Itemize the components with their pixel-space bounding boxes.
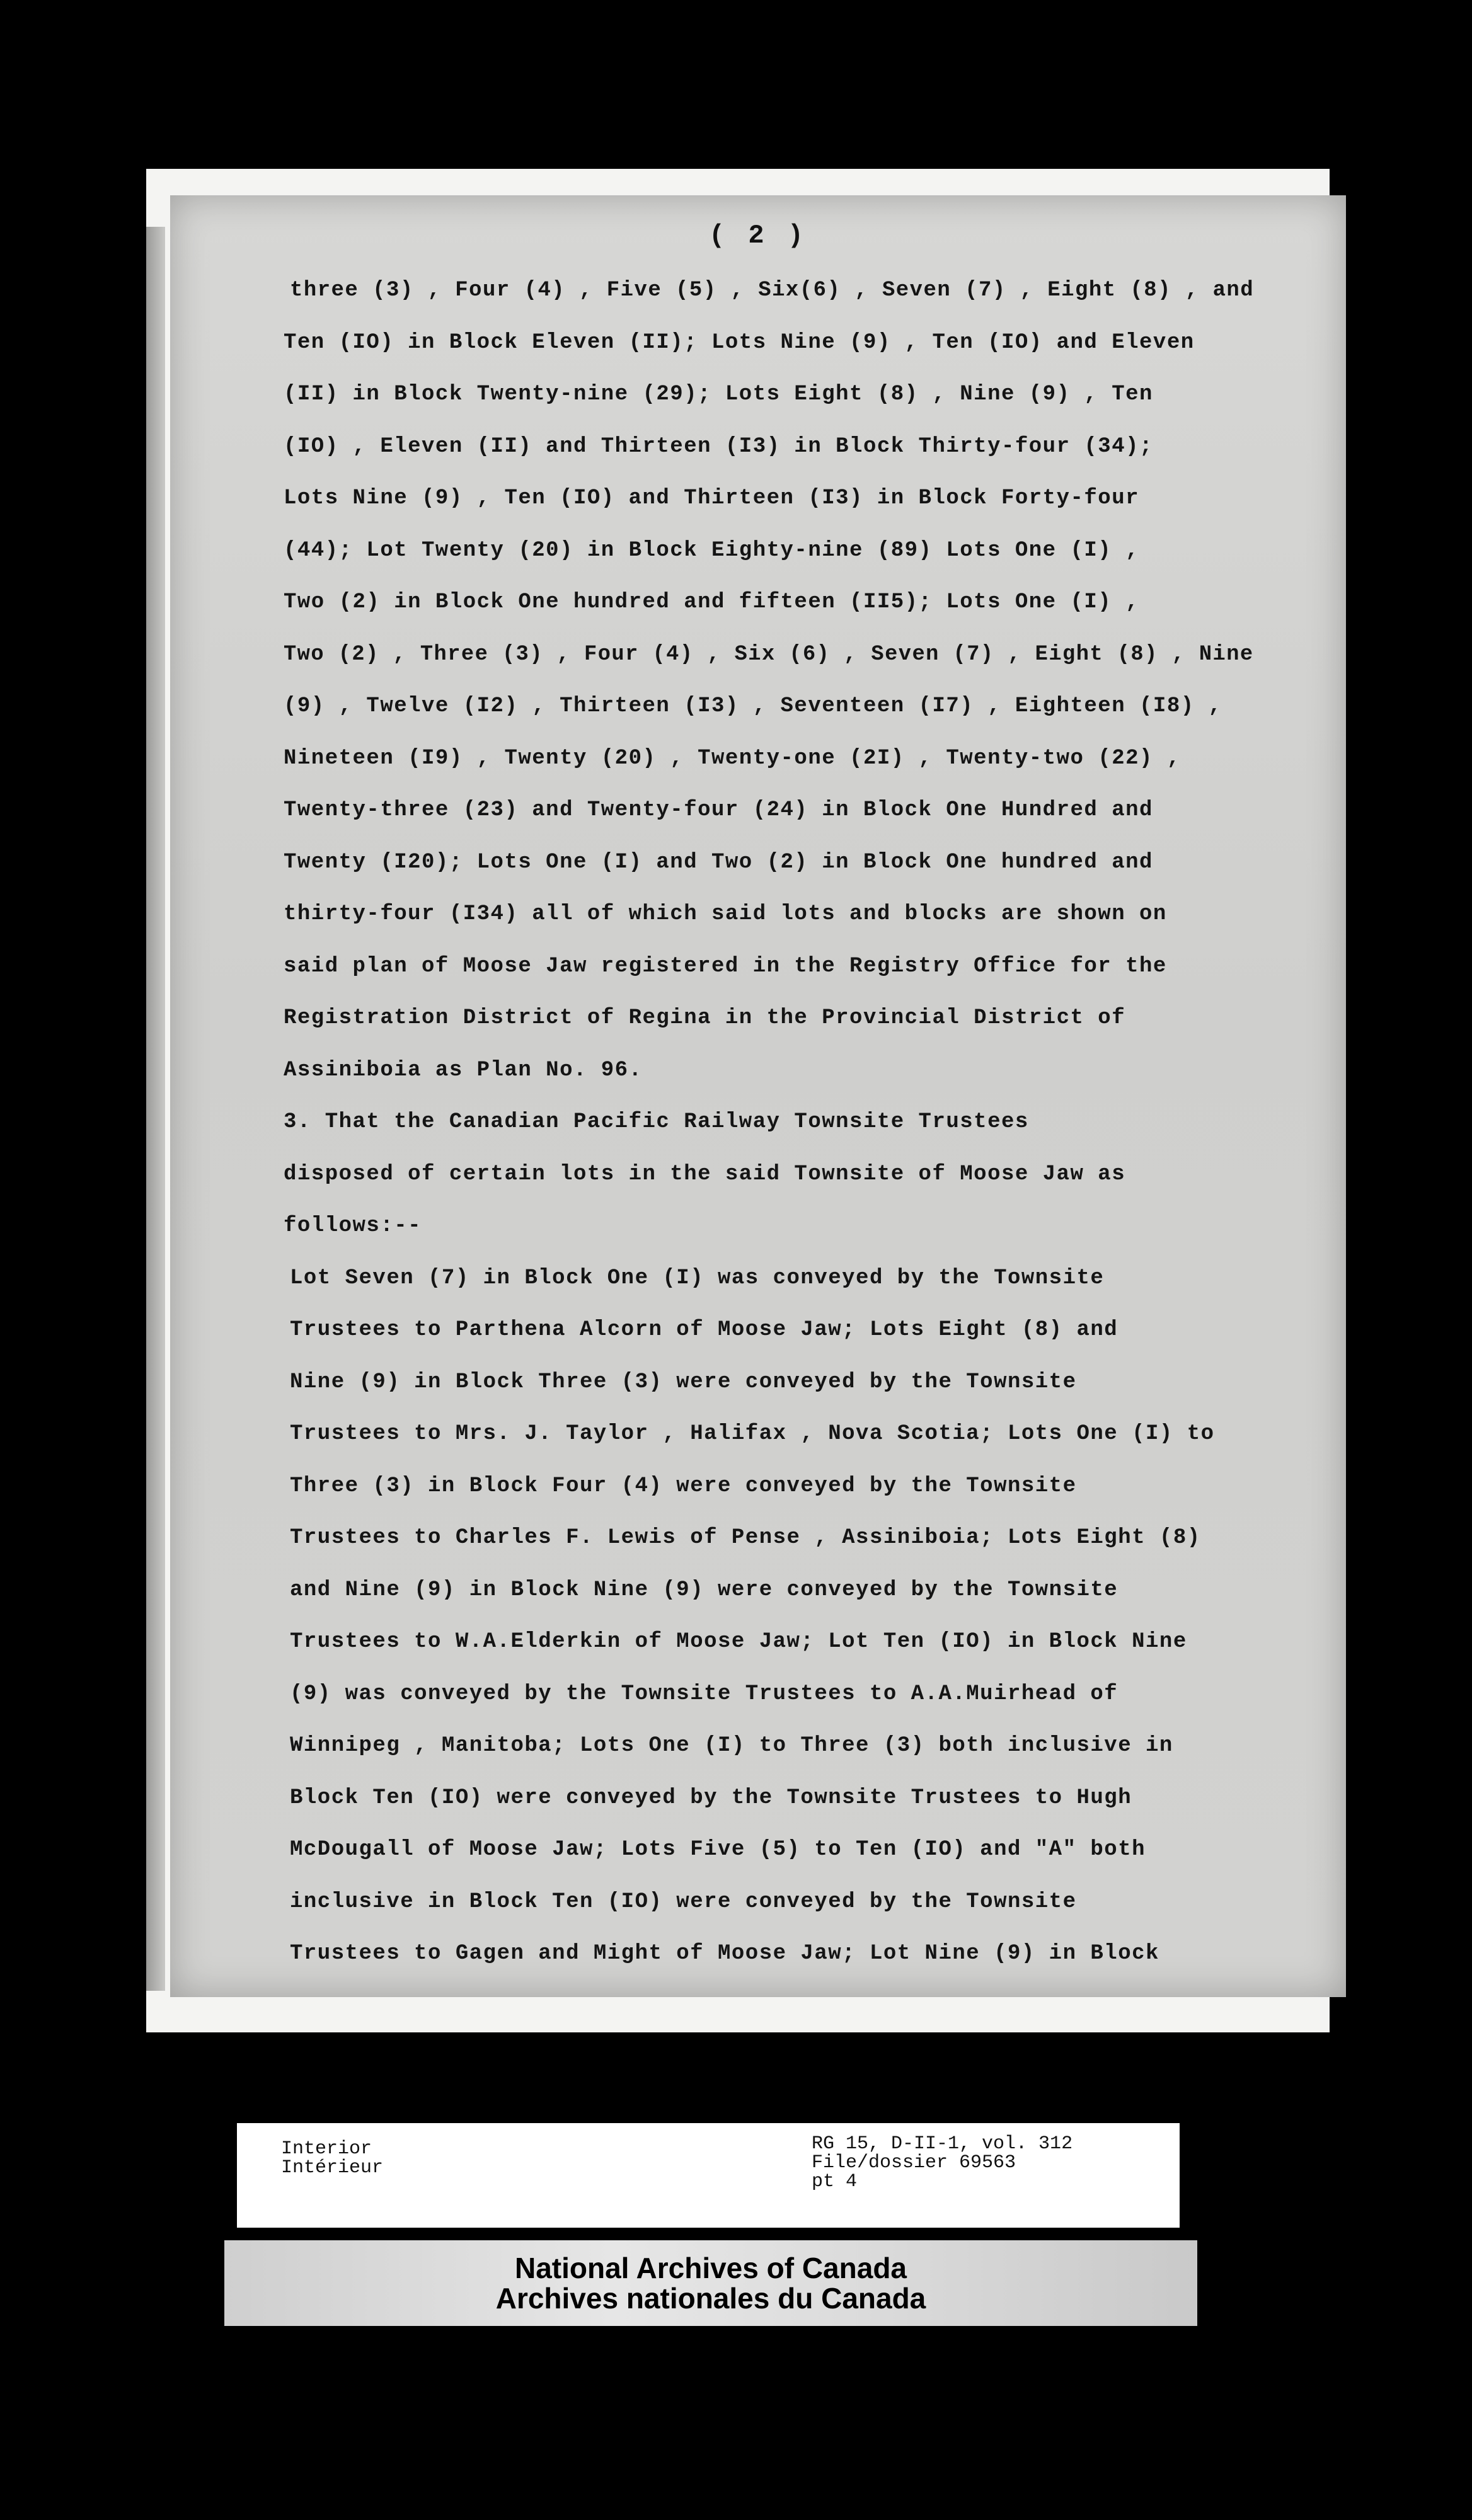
document-page <box>170 195 1346 1997</box>
document-line: thirty-four (I34) all of which said lots and blocks are shown on <box>284 902 1167 926</box>
document-line: inclusive in Block Ten (IO) were conveyed by the Townsite <box>290 1889 1077 1914</box>
document-line: Two (2) in Block One hundred and fifteen (II5); Lots One (I) , <box>284 590 1140 614</box>
document-line: Trustees to Charles F. Lewis of Pense , Assiniboia; Lots Eight (8) <box>290 1526 1201 1550</box>
document-line: (II) in Block Twenty-nine (29); Lots Eight (8) , Nine (9) , Ten <box>284 382 1153 406</box>
document-line: Twenty (I20); Lots One (I) and Two (2) in Block One hundred and <box>284 850 1153 874</box>
document-line: disposed of certain lots in the said Townsite of Moose Jaw as <box>284 1162 1126 1186</box>
document-line: Three (3) in Block Four (4) were conveyed by the Townsite <box>290 1474 1077 1498</box>
document-line: Ten (IO) in Block Eleven (II); Lots Nine (9) , Ten (IO) and Eleven <box>284 330 1195 355</box>
catalog-card <box>237 2123 1180 2228</box>
catalog-reference <box>812 2134 1072 2191</box>
department-en: Interior <box>281 2138 372 2160</box>
document-line: Trustees to Mrs. J. Taylor , Halifax , Nova Scotia; Lots One (I) to <box>290 1422 1215 1446</box>
department-fr: Intérieur <box>281 2157 384 2179</box>
document-line: follows:-- <box>284 1214 422 1238</box>
document-line: said plan of Moose Jaw registered in the Registry Office for the <box>284 954 1167 978</box>
file-number: File/dossier 69563 <box>812 2152 1016 2174</box>
document-line: Lot Seven (7) in Block One (I) was conveyed by the Townsite <box>290 1266 1105 1290</box>
archives-name-en: National Archives of Canada <box>514 2252 907 2284</box>
document-line: (9) , Twelve (I2) , Thirteen (I3) , Seventeen (I7) , Eighteen (I8) , <box>284 694 1222 718</box>
document-line: Block Ten (IO) were conveyed by the Townsite Trustees to Hugh <box>290 1785 1132 1810</box>
document-line: Trustees to W.A.Elderkin of Moose Jaw; Lot Ten (IO) in Block Nine <box>290 1630 1187 1654</box>
document-line: Nineteen (I9) , Twenty (20) , Twenty-one (2I) , Twenty-two (22) , <box>284 746 1181 770</box>
document-line: Trustees to Parthena Alcorn of Moose Jaw; Lots Eight (8) and <box>290 1318 1118 1342</box>
document-line: Registration District of Regina in the Provincial District of <box>284 1006 1126 1030</box>
document-line: McDougall of Moose Jaw; Lots Five (5) to Ten (IO) and "A" both <box>290 1838 1146 1862</box>
document-line: (9) was conveyed by the Townsite Trustees to A.A.Muirhead of <box>290 1681 1118 1706</box>
document-body <box>284 265 1254 1980</box>
document-line: Lots Nine (9) , Ten (IO) and Thirteen (I3) in Block Forty-four <box>284 486 1140 510</box>
archives-name-fr: Archives nationales du Canada <box>495 2282 926 2315</box>
document-line: Two (2) , Three (3) , Four (4) , Six (6) , Seven (7) , Eight (8) , Nine <box>284 642 1254 667</box>
document-line: three (3) , Four (4) , Five (5) , Six(6) , Seven (7) , Eight (8) , and <box>289 278 1255 302</box>
document-line: and Nine (9) in Block Nine (9) were conveyed by the Townsite <box>290 1578 1118 1602</box>
document-line: (IO) , Eleven (II) and Thirteen (I3) in Block Thirty-four (34); <box>284 434 1153 459</box>
document-line: Nine (9) in Block Three (3) were conveyed by the Townsite <box>290 1370 1077 1394</box>
document-line: (44); Lot Twenty (20) in Block Eighty-nine (89) Lots One (I) , <box>284 538 1140 563</box>
document-line: Assiniboia as Plan No. 96. <box>284 1058 643 1082</box>
record-group: RG 15, D-II-1, vol. 312 <box>812 2133 1073 2155</box>
archives-banner <box>224 2240 1197 2326</box>
document-line: Trustees to Gagen and Might of Moose Jaw; Lot Nine (9) in Block <box>290 1942 1159 1966</box>
part-number: pt 4 <box>812 2171 858 2192</box>
document-line: Winnipeg , Manitoba; Lots One (I) to Three (3) both inclusive in <box>290 1734 1173 1758</box>
page-edge <box>146 227 165 1991</box>
document-line: 3. That the Canadian Pacific Railway Townsite Trustees <box>284 1110 1029 1134</box>
document-line: Twenty-three (23) and Twenty-four (24) in Block One Hundred and <box>284 798 1153 822</box>
page-number: ( 2 ) <box>708 220 808 251</box>
catalog-department <box>281 2139 383 2177</box>
